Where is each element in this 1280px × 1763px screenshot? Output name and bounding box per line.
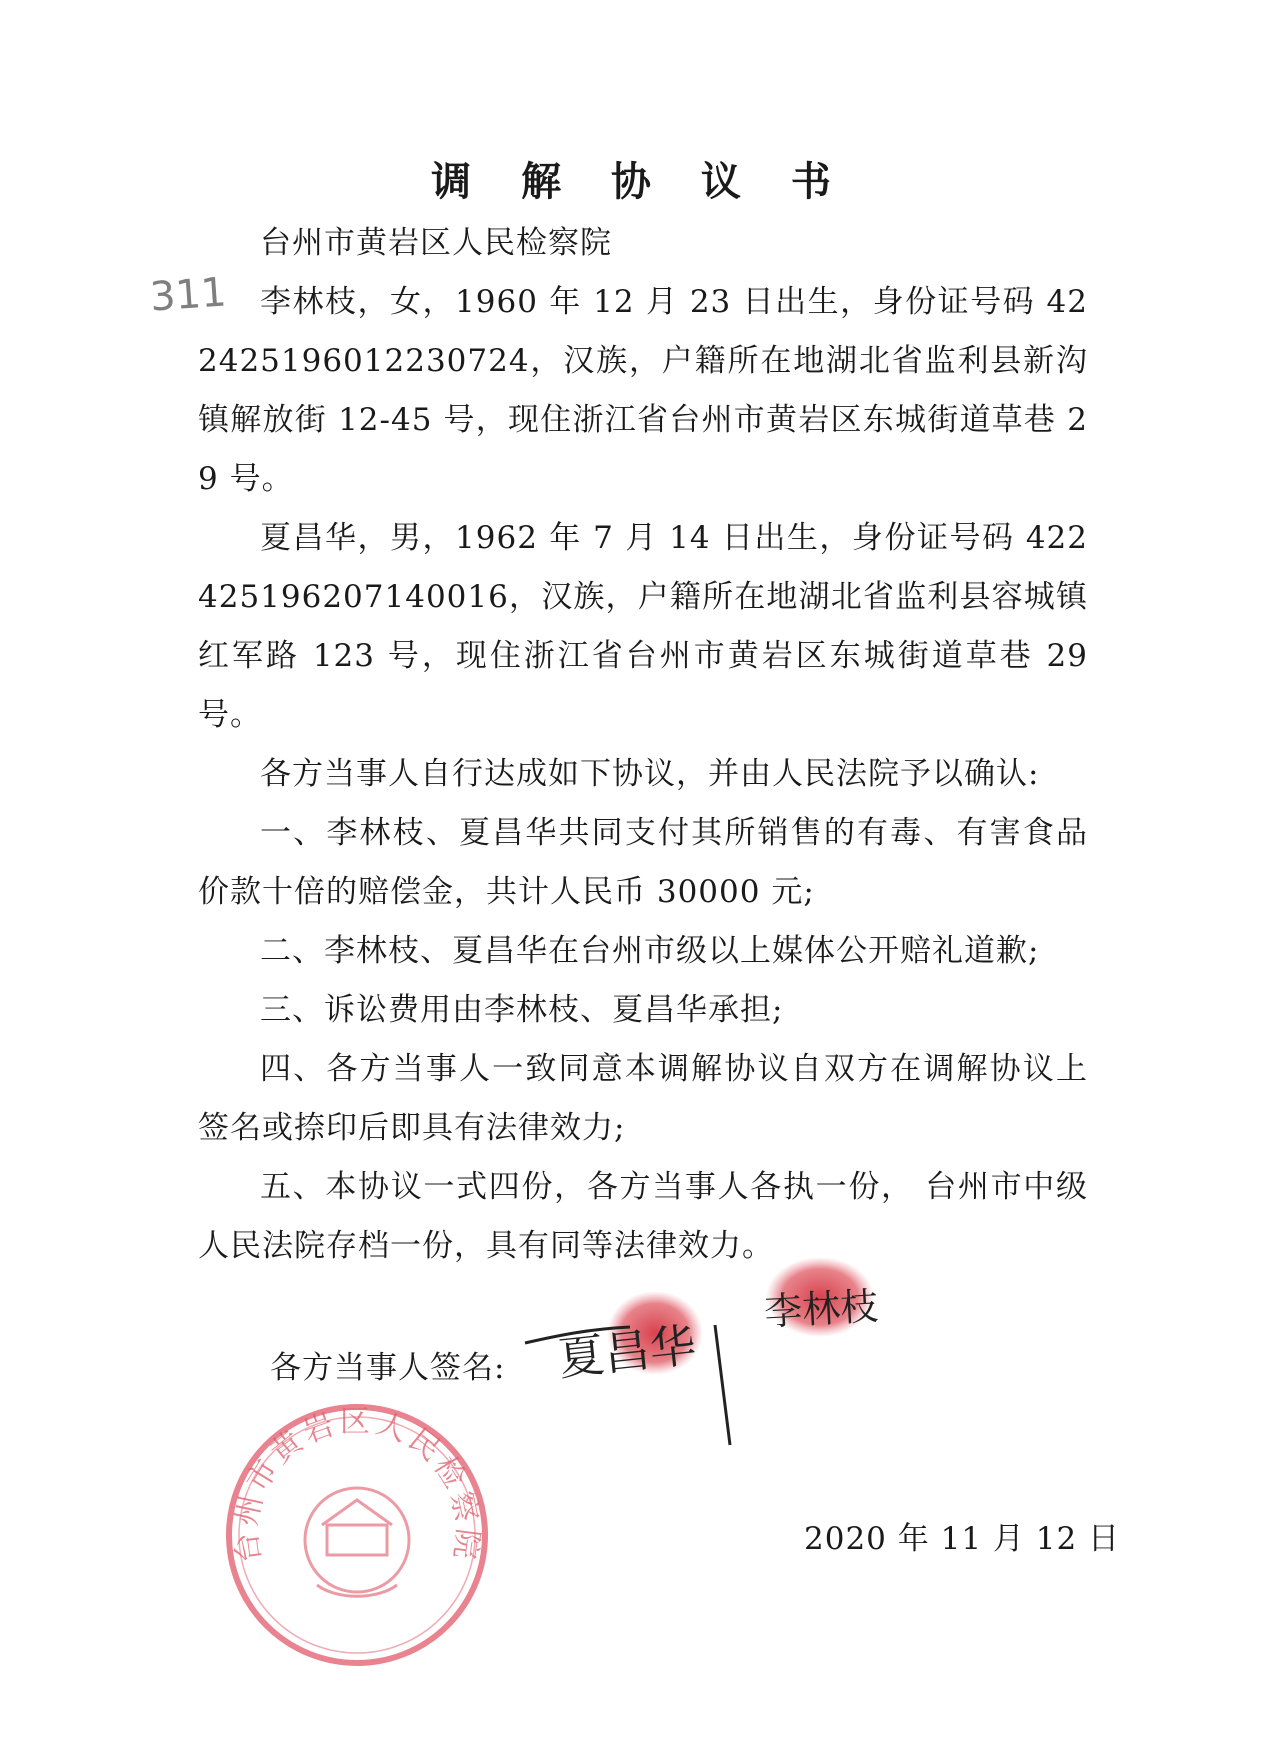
document-title: 调 解 协 议 书 bbox=[431, 159, 849, 205]
svg-text:台州市黄岩区人民检察院 bbox=[229, 1404, 485, 1564]
party-xia-changhua: 夏昌华，男，1962 年 7 月 14 日出生，身份证号码 422425196207140016，汉族，户籍所在地湖北省监利县容城镇红军路 123 号，现住浙江省台州市黄岩区东城街道草巷 29 号。 bbox=[198, 520, 1088, 733]
clause-5: 五、本协议一式四份，各方当事人各执一份， 台州市中级人民法院存档一份，具有同等法律效力。 bbox=[198, 1169, 1088, 1264]
emblem-icon bbox=[305, 1488, 409, 1596]
clause-3: 三、诉讼费用由李林枝、夏昌华承担; bbox=[260, 992, 784, 1028]
handwritten-margin-note: 311 bbox=[148, 269, 228, 321]
signature-stroke bbox=[715, 1325, 730, 1445]
signatures-area bbox=[520, 1255, 940, 1495]
seal-text: 台州市黄岩区人民检察院 bbox=[228, 1404, 486, 1565]
document-body bbox=[198, 214, 1088, 1276]
agreement-intro: 各方当事人自行达成如下协议，并由人民法院予以确认: bbox=[260, 756, 1040, 792]
signature-xia-changhua: 夏昌华 bbox=[555, 1317, 699, 1386]
clause-2: 二、李林枝、夏昌华在台州市级以上媒体公开赔礼道歉; bbox=[260, 933, 1040, 969]
clause-1: 一、李林枝、夏昌华共同支付其所销售的有毒、有害食品价款十倍的赔偿金，共计人民币 30000 元; bbox=[198, 815, 1088, 910]
document-date: 2020 年 11 月 12 日 bbox=[804, 1521, 1121, 1557]
clause-4: 四、各方当事人一致同意本调解协议自双方在调解协议上签名或捺印后即具有法律效力; bbox=[198, 1051, 1088, 1146]
signature-li-linzhi: 李林枝 bbox=[763, 1284, 880, 1334]
signature-label: 各方当事人签名: bbox=[270, 1350, 506, 1386]
official-seal bbox=[222, 1400, 492, 1670]
party-li-linzhi: 李林枝，女，1960 年 12 月 23 日出生，身份证号码 422425196012230724，汉族，户籍所在地湖北省监利县新沟镇解放街 12-45 号，现住浙江省台州市黄岩区东城街道草巷 29 号。 bbox=[198, 284, 1088, 497]
addressee: 台州市黄岩区人民检察院 bbox=[260, 225, 612, 261]
